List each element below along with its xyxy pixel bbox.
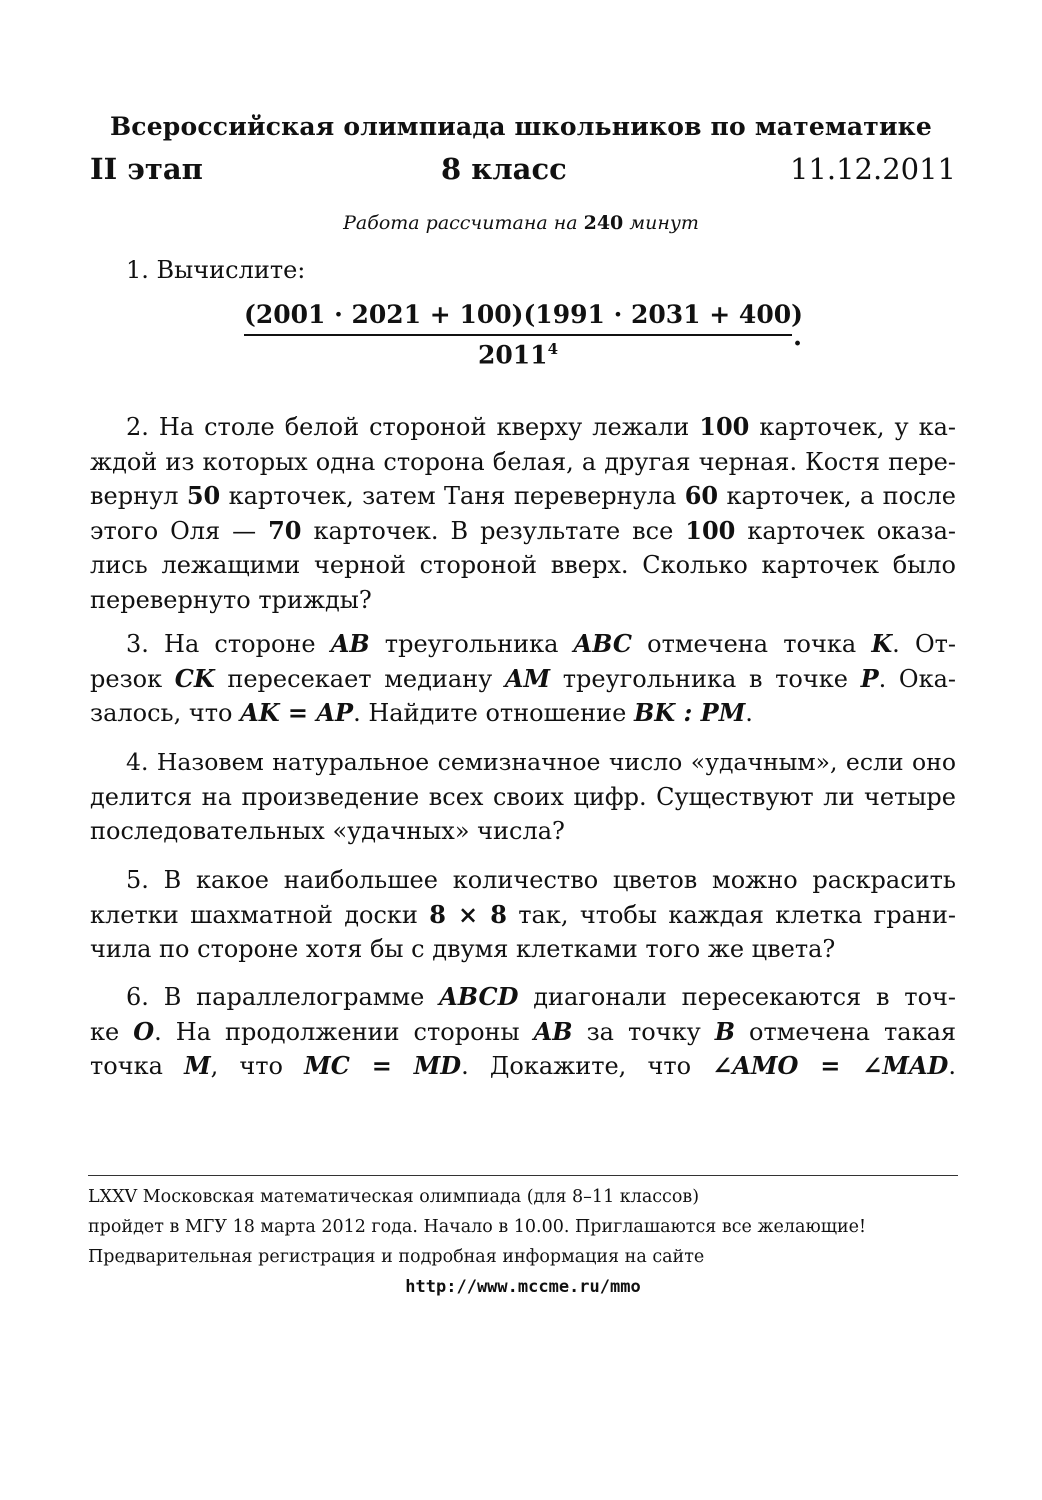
problem-line <box>90 1015 956 1050</box>
text: . <box>745 699 753 727</box>
denominator-base: 2011 <box>477 340 548 370</box>
text: 4. Назовем натуральное семизначное число «удачным», если оно <box>126 748 956 776</box>
footer-line: Предварительная регистрация и подробная информация на сайте <box>88 1247 705 1267</box>
math: MC = MD <box>304 1051 462 1080</box>
math: CK <box>174 663 215 693</box>
problem-line <box>90 479 956 514</box>
text: залось, что <box>90 699 241 727</box>
text: так, чтобы каждая клетка грани- <box>506 900 957 929</box>
fraction-bar <box>244 334 792 336</box>
denominator-exponent: 4 <box>547 340 559 358</box>
math: AM <box>504 663 551 693</box>
fraction-numerator: (2001 · 2021 + 100)(1991 · 2031 + 400) <box>244 300 803 329</box>
number: 50 <box>186 481 221 510</box>
text: клетки шахматной доски <box>90 900 430 929</box>
number: 70 <box>268 515 302 545</box>
problem-line <box>90 627 956 662</box>
text: этого Оля — <box>90 516 269 545</box>
date-label: 11.12.2011 <box>789 152 956 186</box>
problem-2 <box>90 410 956 617</box>
footer-url-link[interactable]: http://www.mccme.ru/mmo <box>405 1277 641 1297</box>
duration-note <box>0 212 1042 234</box>
text: ждой из которых одна сторона белая, а другая черная. Костя пере- <box>90 447 956 476</box>
text: ке <box>90 1017 134 1046</box>
math: B <box>714 1016 735 1046</box>
text: карточек. В результате все <box>301 516 686 545</box>
text: делится на произведение всех своих цифр. Существуют ли четыре <box>90 782 956 811</box>
problem-line <box>90 745 956 780</box>
text: чила по стороне хотя бы с двумя клетками того же цвета? <box>90 935 836 963</box>
math: ∠AMO = ∠MAD <box>712 1051 949 1080</box>
text: 5. В какое наибольшее количество цветов можно раскрасить <box>126 866 956 894</box>
text: . От- <box>892 630 957 658</box>
text: лись лежащими черной стороной вверх. Сколько карточек было <box>90 551 956 579</box>
math: ABC <box>573 629 632 658</box>
math: M <box>184 1051 211 1080</box>
text: . На продолжении стороны <box>154 1017 534 1046</box>
text: диагонали пересекаются в точ- <box>518 983 957 1011</box>
text: . Найдите отношение <box>353 699 634 727</box>
stage-label: II этап <box>90 152 203 186</box>
problem-line <box>90 583 956 618</box>
footer-divider <box>88 1175 958 1176</box>
math: AB <box>330 629 370 658</box>
number: 100 <box>699 412 750 441</box>
problem-line <box>90 980 956 1015</box>
text: вернул <box>90 482 187 510</box>
math: 8 × 8 <box>429 899 507 929</box>
text: . <box>948 1052 957 1080</box>
problem-line <box>90 548 956 583</box>
text: перевернуто трижды? <box>90 585 372 614</box>
text: за точку <box>572 1017 715 1046</box>
text: 2. На столе белой стороной кверху лежали <box>126 413 700 441</box>
footer-line: LXXV Московская математическая олимпиада (для 8–11 классов) <box>88 1187 700 1207</box>
text: , что <box>210 1052 305 1080</box>
problem-line <box>90 898 956 933</box>
duration-value: 240 <box>583 212 624 234</box>
problem-1-fraction <box>244 300 803 370</box>
text: карточек оказа- <box>735 516 956 545</box>
text: карточек, затем Таня перевернула <box>220 482 685 510</box>
problem-3 <box>90 627 956 731</box>
problem-5 <box>90 863 956 967</box>
problem-6 <box>90 980 956 1084</box>
fraction-denominator <box>244 340 792 369</box>
text: треугольника в точке <box>550 664 861 693</box>
math: P <box>860 663 879 693</box>
problem-line <box>90 662 956 697</box>
text: . Докажите, что <box>461 1052 713 1080</box>
math: BK : PM <box>633 698 746 727</box>
problem-line <box>90 410 956 445</box>
grade-label: 8 класс <box>441 152 567 186</box>
math: AB <box>533 1016 573 1046</box>
problem-line <box>90 514 956 549</box>
text: . Ока- <box>878 664 957 693</box>
text: 3. На стороне <box>126 630 331 658</box>
text: треугольника <box>369 630 574 658</box>
text: карточек, а после <box>718 482 956 510</box>
problem-line <box>90 814 956 849</box>
duration-suffix: минут <box>629 212 699 234</box>
problem-line <box>90 696 956 731</box>
problem-line <box>90 863 956 898</box>
math: ABCD <box>439 982 519 1011</box>
math: O <box>133 1016 155 1046</box>
problem-line <box>90 780 956 815</box>
fraction-period: . <box>792 322 802 352</box>
text: резок <box>90 664 175 693</box>
text: отмечена такая <box>735 1017 957 1046</box>
footer-note <box>88 1182 958 1302</box>
problem-line <box>90 932 956 967</box>
problem-4 <box>90 745 956 849</box>
math: AK = AP <box>240 698 354 727</box>
text: последовательных «удачных» числа? <box>90 817 565 845</box>
footer-line: пройдет в МГУ 18 марта 2012 года. Начало в 10.00. Приглашаются все желающие! <box>88 1217 867 1237</box>
text: пересекает медиану <box>214 664 505 693</box>
number: 100 <box>685 515 736 545</box>
math: K <box>871 629 893 658</box>
number: 60 <box>684 481 719 510</box>
text: 6. В параллелограмме <box>126 983 440 1011</box>
text: отмечена точка <box>632 630 872 658</box>
problem-1-label: 1. Вычислите: <box>126 256 306 284</box>
page-title: Всероссийская олимпиада школьников по математике <box>109 112 933 141</box>
problem-line <box>90 1049 956 1084</box>
duration-prefix: Работа рассчитана на <box>343 212 578 234</box>
text: карточек, у ка- <box>749 413 957 441</box>
text: точка <box>90 1052 185 1080</box>
problem-line <box>90 445 956 480</box>
